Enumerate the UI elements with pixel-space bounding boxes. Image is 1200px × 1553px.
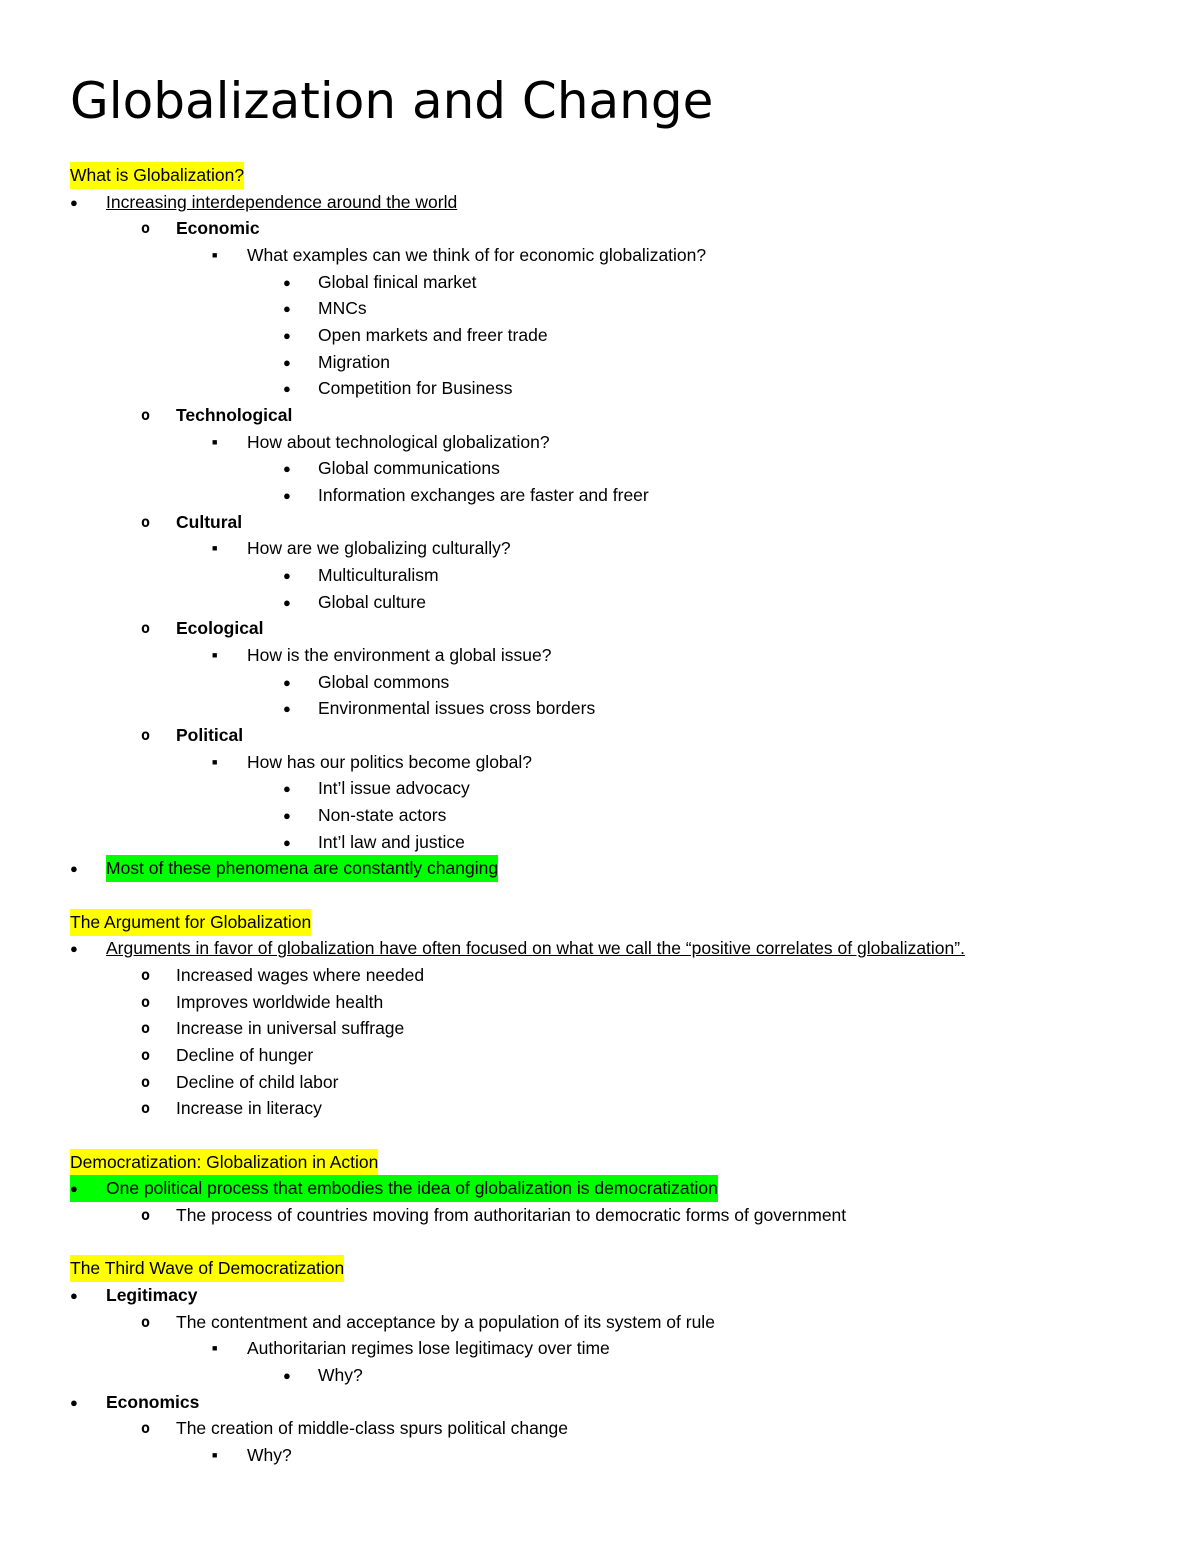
item-text: Most of these phenomena are constantly changing	[106, 855, 498, 882]
item-text: Improves worldwide health	[176, 991, 384, 1012]
bullet-icon: ●	[283, 568, 291, 584]
item-text: What examples can we think of for economic globalization?	[247, 245, 707, 265]
square-bullet-icon: ■	[212, 543, 218, 554]
square-bullet-icon: ■	[212, 250, 218, 260]
square-bullet-icon: ■	[212, 1450, 218, 1461]
item-text: Open markets and freer trade	[318, 325, 548, 346]
bullet-icon: ●	[283, 354, 291, 370]
bullet-icon: ●	[283, 301, 291, 317]
square-bullet-icon: ■	[212, 436, 218, 447]
bullet-icon: ●	[283, 1368, 291, 1384]
item-text: Cultural	[176, 511, 243, 532]
item-text: How about technological globalization?	[247, 431, 550, 452]
bullet-icon: ●	[283, 381, 291, 397]
item-text: Decline of child labor	[176, 1071, 339, 1092]
circle-bullet-icon: o	[141, 1072, 151, 1091]
heading-text: The Third Wave of Democratization	[70, 1255, 344, 1282]
item-text: Migration	[318, 351, 390, 372]
bullet-icon: ●	[70, 194, 78, 210]
item-text: Why?	[247, 1445, 292, 1466]
heading-text: What is Globalization?	[70, 162, 244, 189]
item-text: How is the environment a global issue?	[247, 645, 552, 666]
bullet-icon: ●	[283, 781, 291, 797]
item-text: Int’l issue advocacy	[318, 778, 470, 799]
item-text: Increased wages where needed	[176, 965, 425, 986]
item-text: The creation of middle-class spurs political change	[176, 1418, 568, 1439]
bullet-icon: ●	[283, 594, 291, 610]
item-text: Information exchanges are faster and freer	[318, 485, 649, 506]
item-text: How are we globalizing culturally?	[247, 538, 511, 559]
bullet-icon: ●	[70, 1394, 78, 1410]
bullet-icon: ●	[70, 1175, 106, 1202]
circle-bullet-icon: o	[141, 1019, 151, 1038]
item-text: How has our politics become global?	[247, 751, 533, 772]
bullet-icon: ●	[70, 861, 78, 877]
item-text: Ecological	[176, 618, 264, 639]
heading-text: The Argument for Globalization	[70, 909, 311, 936]
bullet-icon: ●	[283, 674, 291, 690]
bullet-icon: ●	[70, 941, 78, 957]
item-text: MNCs	[318, 298, 367, 319]
item-text: Economics	[106, 1391, 200, 1412]
item-text: Global communications	[318, 458, 500, 479]
item-text: Authoritarian regimes lose legitimacy over time	[247, 1338, 610, 1359]
item-text: Int’l law and justice	[318, 831, 465, 852]
item-text: Increase in literacy	[176, 1098, 322, 1119]
item-text: Global commons	[318, 671, 450, 692]
square-bullet-icon: ■	[212, 1343, 218, 1354]
item-text: Competition for Business	[318, 378, 513, 399]
item-text: Environmental issues cross borders	[318, 698, 596, 719]
circle-bullet-icon: o	[141, 512, 151, 531]
bullet-icon: ●	[283, 701, 291, 717]
circle-bullet-icon: o	[141, 1419, 151, 1438]
circle-bullet-icon: o	[141, 966, 151, 985]
item-text: Economic	[176, 218, 260, 239]
bullet-icon: ●	[283, 328, 291, 344]
bullet-icon: ●	[283, 808, 291, 824]
bullet-icon: ●	[283, 834, 291, 850]
square-bullet-icon: ■	[212, 650, 218, 661]
circle-bullet-icon: o	[141, 992, 151, 1011]
circle-bullet-icon: o	[141, 1312, 151, 1331]
bullet-icon: ●	[70, 1288, 78, 1304]
circle-bullet-icon: o	[141, 1046, 151, 1065]
document-title: Globalization and Change	[70, 72, 714, 130]
item-text: Global culture	[318, 591, 426, 612]
item-text: Non-state actors	[318, 805, 447, 826]
item-text: Global finical market	[318, 271, 477, 292]
bullet-icon: ●	[283, 461, 291, 477]
circle-bullet-icon: o	[141, 619, 151, 638]
bullet-icon: ●	[283, 274, 291, 290]
heading-text: Democratization: Globalization in Action	[70, 1149, 378, 1176]
item-text: Political	[176, 725, 244, 746]
circle-bullet-icon: o	[141, 219, 151, 238]
item-text: Arguments in favor of globalization have often focused on what we call the “positive correlates of globalization”.	[106, 938, 965, 959]
item-text: Legitimacy	[106, 1285, 198, 1306]
item-text: The process of countries moving from authoritarian to democratic forms of government	[176, 1205, 847, 1226]
circle-bullet-icon: o	[141, 1206, 151, 1225]
square-bullet-icon: ■	[212, 756, 218, 767]
item-text: Increasing interdependence around the world	[106, 191, 458, 212]
item-text: Multiculturalism	[318, 565, 439, 586]
item-text: Technological	[176, 405, 293, 426]
item-text: The contentment and acceptance by a population of its system of rule	[176, 1311, 715, 1332]
circle-bullet-icon: o	[141, 406, 151, 425]
circle-bullet-icon: o	[141, 726, 151, 745]
item-text: Increase in universal suffrage	[176, 1018, 405, 1039]
circle-bullet-icon: o	[141, 1099, 151, 1118]
item-text: One political process that embodies the idea of globalization is democratization	[106, 1175, 718, 1202]
item-text: Why?	[318, 1365, 363, 1386]
bullet-icon: ●	[283, 488, 291, 504]
item-text: Decline of hunger	[176, 1045, 314, 1066]
